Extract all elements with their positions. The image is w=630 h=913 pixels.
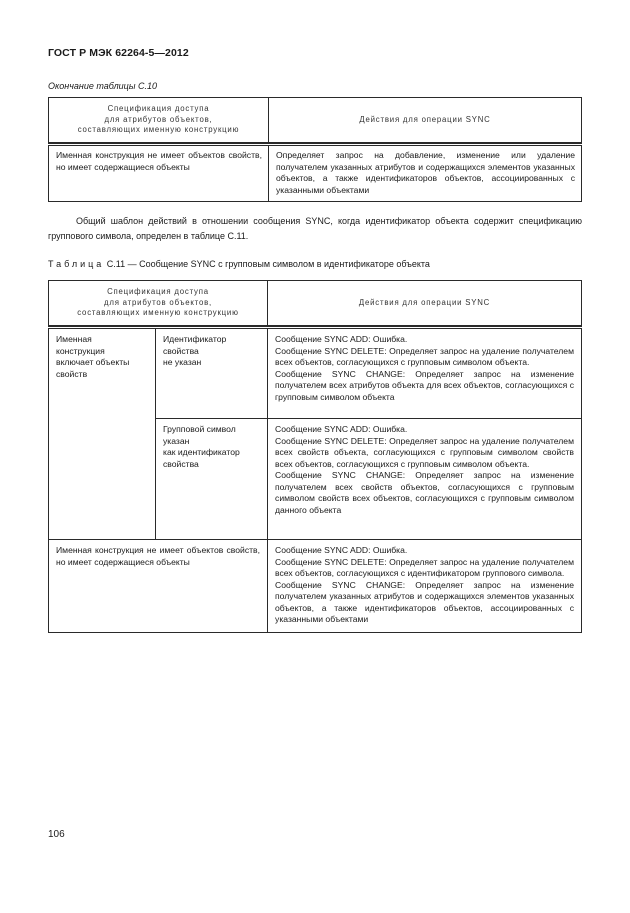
document-code: ГОСТ Р МЭК 62264-5—2012 <box>48 47 189 59</box>
table-row <box>49 146 582 202</box>
table-c11-row3-action <box>268 540 582 633</box>
table-c11-caption-prefix: Таблица <box>48 259 105 269</box>
table-c10-caption: Окончание таблицы С.10 <box>48 81 157 91</box>
table-c11-row2-condition <box>156 419 268 540</box>
header-line: составляющих именную конструкцию <box>77 308 239 318</box>
group-label-line: включает объекты <box>56 357 130 367</box>
table-c10-spec-cell: Именная конструкция не имеет объектов свойств, но имеет содержащиеся объекты <box>49 146 269 202</box>
header-line: для атрибутов объектов, <box>104 297 213 307</box>
header-line: для атрибутов объектов, <box>104 114 213 124</box>
table-c11-header-action: Действия для операции SYNC <box>268 281 582 327</box>
page-number: 106 <box>48 829 65 840</box>
action-line: Сообщение SYNC DELETE: Определяет запрос на удаление получателем всех свойств объекта, согласующихся с групповым символом свойств всех объектов, согласующихся с групповым символом объекта. <box>275 435 574 469</box>
action-line: Сообщение SYNC ADD: Ошибка. <box>275 424 408 434</box>
action-line: Сообщение SYNC DELETE: Определяет запрос на удаление получателем всех объектов, согласующихся с групповым символом объекта. <box>275 345 574 367</box>
condition-line: Групповой символ <box>163 424 236 434</box>
table-c11-caption-text: С.11 — Сообщение SYNC с групповым символом в идентификаторе объекта <box>104 259 430 269</box>
condition-line: как идентификатор <box>163 447 240 457</box>
table-c10-header-spec <box>49 98 269 144</box>
table-c11 <box>48 280 582 633</box>
action-line: Сообщение SYNC ADD: Ошибка. <box>275 334 408 344</box>
body-paragraph: Общий шаблон действий в отношении сообщения SYNC, когда идентификатор объекта содержит спецификацию группового символа, определен в таблице С.11. <box>48 216 582 241</box>
table-c11-header-spec <box>49 281 268 327</box>
condition-line: указан <box>163 435 190 446</box>
table-c10-action-cell: Определяет запрос на добавление, изменение или удаление получателем указанных атрибутов и содержащихся элементов указанных объектов, а также идентификаторов объектов, ассоциированных с указанными объектами <box>269 146 582 202</box>
condition-line: свойства <box>163 458 199 469</box>
action-line: Сообщение SYNC CHANGE: Определяет запрос на изменение получателем всех атрибутов объекта для всех объектов, согласующихся с групповым символом объекта <box>275 368 574 402</box>
group-label-line: свойств <box>56 368 88 379</box>
header-line: составляющих именную конструкцию <box>77 125 240 135</box>
condition-line: Идентификатор <box>163 334 227 344</box>
table-c11-caption <box>48 259 430 269</box>
table-c11-row1-action <box>268 329 582 419</box>
action-line: Сообщение SYNC CHANGE: Определяет запрос на изменение получателем всех свойств объектов, согласующихся с групповым символом свойств всех объектов, согласующихся с групповым символом данного объекта <box>275 470 574 515</box>
header-line: Спецификация доступа <box>107 287 209 297</box>
table-c11-group-label <box>49 329 156 540</box>
condition-line: свойства <box>163 345 199 356</box>
table-c11-row3-spec: Именная конструкция не имеет объектов свойств, но имеет содержащиеся объекты <box>49 540 268 633</box>
action-line: Сообщение SYNC DELETE: Определяет запрос на удаление получателем всех объектов, согласующихся с идентификатором группового символа. <box>275 556 574 578</box>
table-c11-row1-condition <box>156 329 268 419</box>
header-line: Спецификация доступа <box>107 104 210 114</box>
action-line: Сообщение SYNC ADD: Ошибка. <box>275 545 408 555</box>
table-row <box>49 329 582 419</box>
table-row <box>49 540 582 633</box>
table-c11-row2-action <box>268 419 582 540</box>
table-c10 <box>48 97 582 202</box>
table-c10-header-action: Действия для операции SYNC <box>269 98 582 144</box>
condition-line: не указан <box>163 357 202 367</box>
group-label-line: Именная <box>56 334 92 344</box>
group-label-line: конструкция <box>56 345 105 356</box>
action-line: Сообщение SYNC CHANGE: Определяет запрос на изменение получателем указанных атрибутов и содержащихся элементов указанных объектов, а также идентификаторов объектов, ассоциированных с указанными объектами <box>275 579 574 624</box>
